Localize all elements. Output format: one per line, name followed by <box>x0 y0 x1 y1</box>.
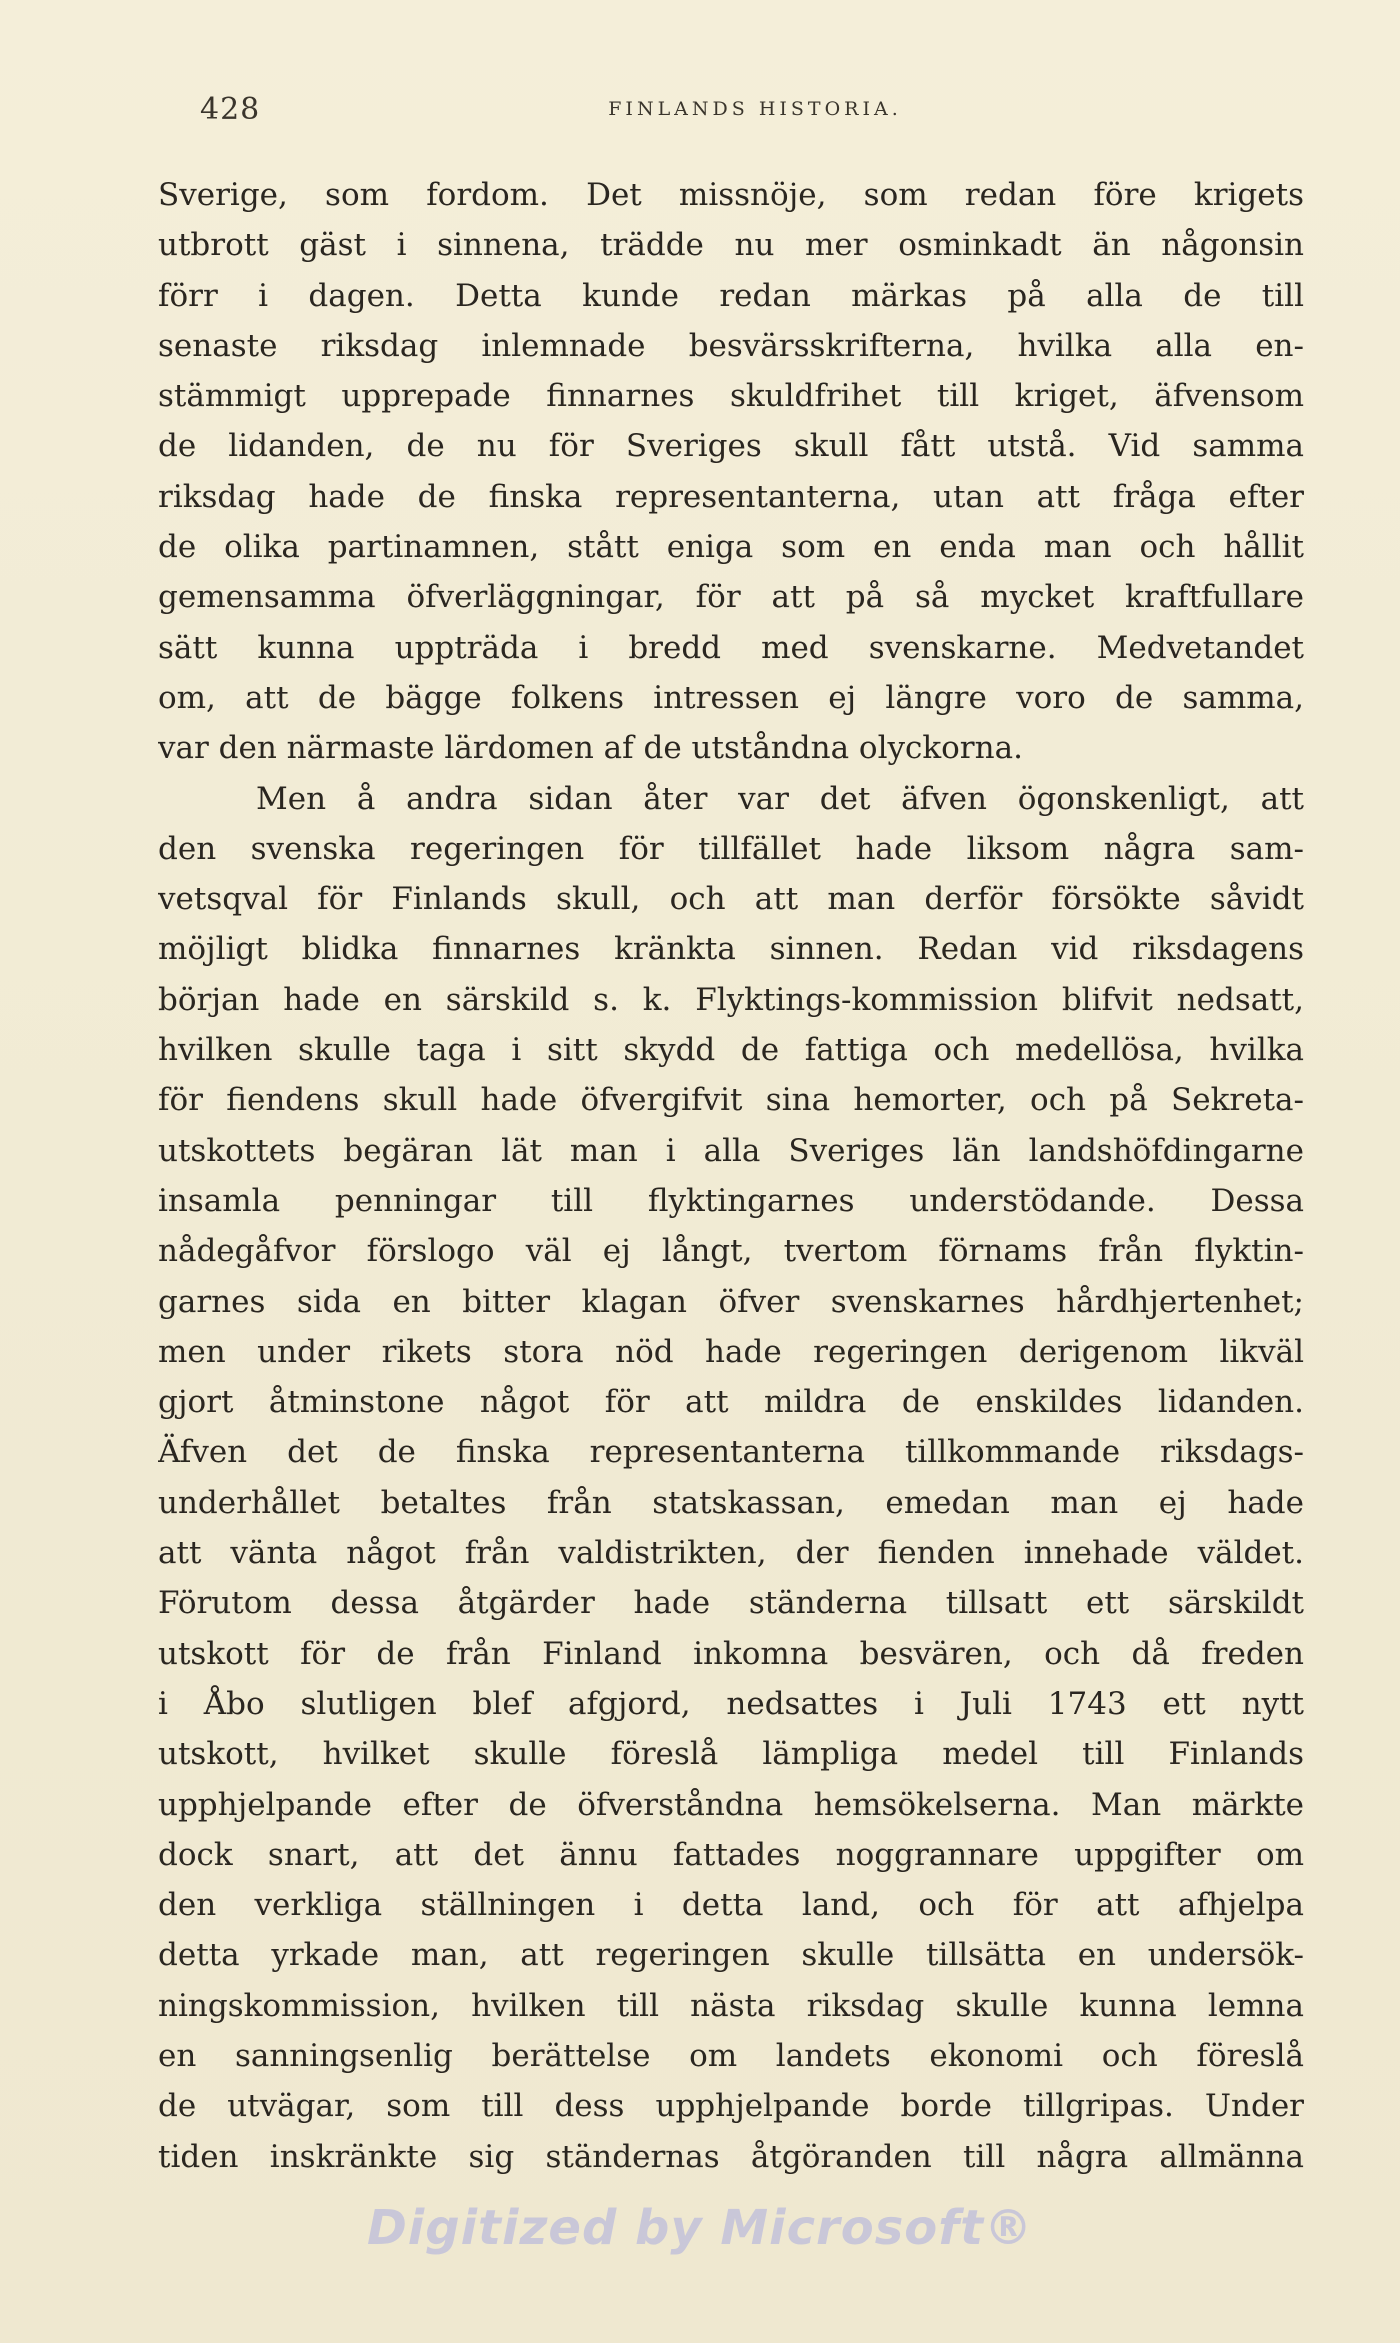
text-line: för fiendens skull hade öfvergifvit sina hemorter, och på Sekreta- <box>158 1082 1304 1119</box>
running-head <box>200 92 1310 132</box>
text-line: de lidanden, de nu för Sveriges skull fått utstå. Vid samma <box>158 428 1304 465</box>
text-line: gjort åtminstone något för att mildra de enskildes lidanden. <box>158 1384 1304 1421</box>
text-line: de utvägar, som till dess upphjelpande borde tillgripas. Under <box>158 2088 1304 2125</box>
text-line: utskottets begäran lät man i alla Sveriges län landshöfdingarne <box>158 1132 1304 1169</box>
text-line: garnes sida en bitter klagan öfver svenskarnes hårdhjertenhet; <box>158 1283 1304 1320</box>
text-line: den svenska regeringen för tillfället hade liksom några sam- <box>158 830 1304 867</box>
paragraph <box>158 170 1304 774</box>
text-line: Sverige, som fordom. Det missnöje, som redan före krigets <box>158 177 1304 213</box>
running-title: FINLANDS HISTORIA. <box>608 98 902 120</box>
text-line: tiden inskränkte sig ständernas åtgöranden till några allmänna <box>158 2138 1304 2175</box>
text-line: att vänta något från valdistrikten, der fienden innehade väldet. <box>158 1535 1304 1572</box>
text-line: de olika partinamnen, stått eniga som en enda man och hållit <box>158 529 1304 566</box>
text-line: sätt kunna uppträda i bredd med svenskarne. Medvetandet <box>158 629 1304 666</box>
text-line: Äfven det de finska representanterna tillkommande riksdags- <box>158 1434 1304 1471</box>
text-line: men under rikets stora nöd hade regeringen derigenom likväl <box>158 1333 1304 1370</box>
text-line: i Åbo slutligen blef afgjord, nedsattes i Juli 1743 ett nytt <box>158 1685 1304 1722</box>
text-line: hvilken skulle taga i sitt skydd de fattiga och medellösa, hvilka <box>158 1032 1304 1069</box>
digitization-watermark: Digitized by Microsoft® <box>366 2200 1034 2256</box>
body-text <box>158 170 1304 2182</box>
text-line: riksdag hade de finska representanterna, utan att fråga efter <box>158 478 1304 515</box>
paragraph <box>158 774 1304 2182</box>
text-line: utskott, hvilket skulle föreslå lämpliga medel till Finlands <box>158 1736 1304 1773</box>
text-line: utskott för de från Finland inkomna besvären, och då freden <box>158 1635 1304 1672</box>
text-line: underhållet betaltes från statskassan, emedan man ej hade <box>158 1484 1304 1521</box>
text-line: ningskommission, hvilken till nästa riksdag skulle kunna lemna <box>158 1987 1304 2024</box>
text-line: om, att de bägge folkens intressen ej längre voro de samma, <box>158 679 1304 716</box>
text-line: senaste riksdag inlemnade besvärsskrifterna, hvilka alla en- <box>158 327 1304 364</box>
text-line: detta yrkade man, att regeringen skulle tillsätta en undersök- <box>158 1937 1304 1974</box>
text-line: upphjelpande efter de öfverståndna hemsökelserna. Man märkte <box>158 1786 1304 1823</box>
text-line: stämmigt upprepade finnarnes skuldfrihet till kriget, äfvensom <box>158 378 1304 415</box>
text-line: vetsqval för Finlands skull, och att man derför försökte såvidt <box>158 881 1304 918</box>
text-line: förr i dagen. Detta kunde redan märkas på alla de till <box>158 277 1304 314</box>
text-line: möjligt blidka finnarnes kränkta sinnen. Redan vid riksdagens <box>158 931 1304 968</box>
text-line: Men å andra sidan åter var det äfven ögonskenligt, att <box>256 780 1304 817</box>
page-number: 428 <box>200 92 261 127</box>
text-line: utbrott gäst i sinnena, trädde nu mer osminkadt än någonsin <box>158 227 1304 264</box>
text-line: nådegåfvor förslogo väl ej långt, tvertom förnams från flyktin- <box>158 1233 1304 1270</box>
text-line: en sanningsenlig berättelse om landets ekonomi och föreslå <box>158 2037 1304 2074</box>
text-line: insamla penningar till flyktingarnes understödande. Dessa <box>158 1182 1304 1219</box>
text-line: början hade en särskild s. k. Flyktings-kommission blifvit nedsatt, <box>158 981 1304 1018</box>
text-line: Förutom dessa åtgärder hade ständerna tillsatt ett särskildt <box>158 1585 1304 1622</box>
text-line: gemensamma öfverläggningar, för att på så mycket kraftfullare <box>158 579 1304 616</box>
text-line: den verkliga ställningen i detta land, och för att afhjelpa <box>158 1887 1304 1924</box>
text-line: dock snart, att det ännu fattades noggrannare uppgifter om <box>158 1836 1304 1873</box>
text-line: var den närmaste lärdomen af de utståndna olyckorna. <box>158 730 1023 767</box>
